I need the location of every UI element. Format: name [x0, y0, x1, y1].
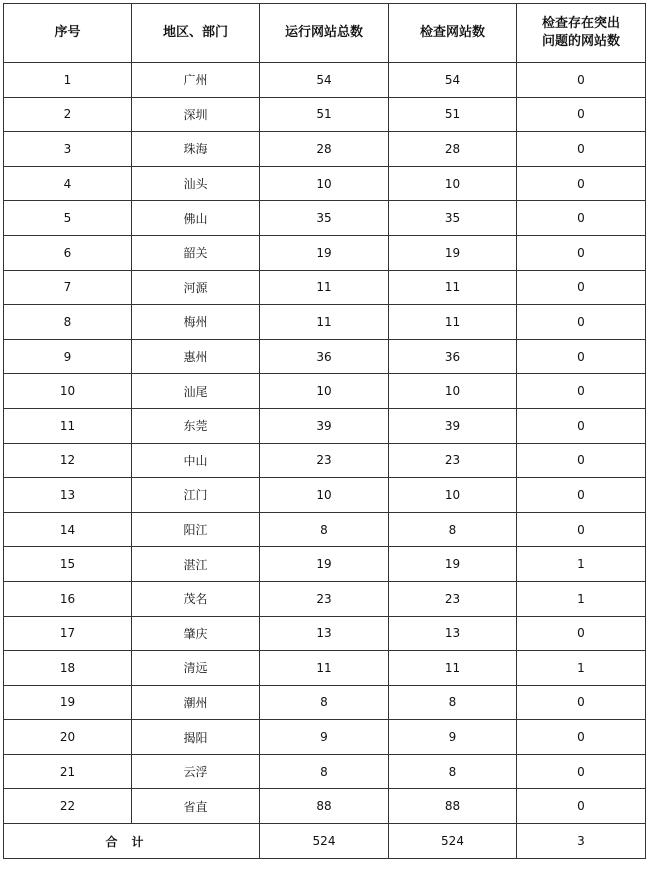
cell-checked: 35 [389, 201, 517, 236]
cell-running: 36 [260, 339, 389, 374]
document-page [3, 3, 646, 859]
table-row [4, 339, 646, 374]
cell-checked: 8 [389, 512, 517, 547]
cell-index: 4 [4, 166, 132, 201]
cell-issues: 1 [517, 547, 646, 582]
table-row [4, 512, 646, 547]
table-row [4, 581, 646, 616]
table-row [4, 235, 646, 270]
cell-running: 13 [260, 616, 389, 651]
cell-issues: 0 [517, 235, 646, 270]
cell-region: 韶关 [132, 235, 260, 270]
cell-running: 28 [260, 132, 389, 167]
table-row [4, 547, 646, 582]
header-row [4, 4, 646, 63]
cell-checked: 11 [389, 305, 517, 340]
cell-region: 阳江 [132, 512, 260, 547]
cell-running: 54 [260, 63, 389, 98]
total-label: 合计 [4, 824, 260, 859]
cell-checked: 23 [389, 443, 517, 478]
cell-checked: 11 [389, 651, 517, 686]
cell-checked: 8 [389, 754, 517, 789]
cell-running: 8 [260, 754, 389, 789]
cell-index: 10 [4, 374, 132, 409]
total-checked: 524 [389, 824, 517, 859]
cell-index: 9 [4, 339, 132, 374]
cell-index: 7 [4, 270, 132, 305]
cell-checked: 8 [389, 685, 517, 720]
cell-checked: 23 [389, 581, 517, 616]
cell-index: 13 [4, 478, 132, 513]
cell-issues: 0 [517, 443, 646, 478]
cell-index: 8 [4, 305, 132, 340]
cell-region: 广州 [132, 63, 260, 98]
cell-checked: 19 [389, 235, 517, 270]
header-region: 地区、部门 [132, 4, 260, 63]
cell-checked: 28 [389, 132, 517, 167]
cell-index: 5 [4, 201, 132, 236]
table-row [4, 685, 646, 720]
cell-checked: 10 [389, 478, 517, 513]
cell-running: 10 [260, 478, 389, 513]
cell-running: 23 [260, 581, 389, 616]
cell-checked: 54 [389, 63, 517, 98]
cell-region: 茂名 [132, 581, 260, 616]
cell-index: 19 [4, 685, 132, 720]
table-row [4, 166, 646, 201]
total-issues: 3 [517, 824, 646, 859]
cell-issues: 0 [517, 339, 646, 374]
cell-checked: 13 [389, 616, 517, 651]
table-row [4, 132, 646, 167]
table-row [4, 374, 646, 409]
table-row [4, 789, 646, 824]
cell-region: 肇庆 [132, 616, 260, 651]
table-row [4, 616, 646, 651]
cell-region: 惠州 [132, 339, 260, 374]
cell-running: 10 [260, 166, 389, 201]
cell-index: 16 [4, 581, 132, 616]
cell-issues: 0 [517, 63, 646, 98]
cell-region: 东莞 [132, 408, 260, 443]
cell-index: 6 [4, 235, 132, 270]
cell-region: 汕尾 [132, 374, 260, 409]
cell-index: 18 [4, 651, 132, 686]
cell-issues: 0 [517, 270, 646, 305]
cell-index: 3 [4, 132, 132, 167]
table-row [4, 201, 646, 236]
cell-index: 12 [4, 443, 132, 478]
cell-region: 佛山 [132, 201, 260, 236]
table-row [4, 443, 646, 478]
website-stats-table [3, 3, 646, 859]
cell-issues: 1 [517, 581, 646, 616]
table-row [4, 63, 646, 98]
cell-region: 清远 [132, 651, 260, 686]
cell-issues: 0 [517, 685, 646, 720]
table-row [4, 408, 646, 443]
cell-index: 22 [4, 789, 132, 824]
cell-issues: 0 [517, 512, 646, 547]
cell-running: 10 [260, 374, 389, 409]
cell-running: 88 [260, 789, 389, 824]
cell-issues: 0 [517, 720, 646, 755]
cell-issues: 0 [517, 478, 646, 513]
cell-region: 河源 [132, 270, 260, 305]
cell-checked: 19 [389, 547, 517, 582]
cell-issues: 0 [517, 201, 646, 236]
cell-checked: 88 [389, 789, 517, 824]
cell-running: 35 [260, 201, 389, 236]
cell-checked: 36 [389, 339, 517, 374]
cell-running: 39 [260, 408, 389, 443]
cell-running: 8 [260, 512, 389, 547]
cell-region: 深圳 [132, 97, 260, 132]
total-row [4, 824, 646, 859]
cell-region: 梅州 [132, 305, 260, 340]
table-row [4, 651, 646, 686]
cell-issues: 0 [517, 754, 646, 789]
table-row [4, 754, 646, 789]
cell-index: 20 [4, 720, 132, 755]
cell-running: 51 [260, 97, 389, 132]
cell-index: 2 [4, 97, 132, 132]
cell-running: 8 [260, 685, 389, 720]
cell-region: 珠海 [132, 132, 260, 167]
cell-issues: 0 [517, 616, 646, 651]
table-row [4, 720, 646, 755]
cell-region: 揭阳 [132, 720, 260, 755]
table-body [4, 63, 646, 824]
header-issue-count: 检查存在突出 问题的网站数 [517, 4, 646, 63]
cell-checked: 39 [389, 408, 517, 443]
cell-index: 1 [4, 63, 132, 98]
cell-running: 19 [260, 547, 389, 582]
cell-region: 中山 [132, 443, 260, 478]
cell-index: 17 [4, 616, 132, 651]
cell-checked: 10 [389, 374, 517, 409]
cell-running: 9 [260, 720, 389, 755]
header-index: 序号 [4, 4, 132, 63]
cell-issues: 0 [517, 374, 646, 409]
cell-running: 11 [260, 270, 389, 305]
cell-region: 云浮 [132, 754, 260, 789]
cell-issues: 0 [517, 97, 646, 132]
cell-index: 14 [4, 512, 132, 547]
cell-region: 潮州 [132, 685, 260, 720]
cell-checked: 10 [389, 166, 517, 201]
header-running-total: 运行网站总数 [260, 4, 389, 63]
cell-issues: 0 [517, 305, 646, 340]
table-row [4, 305, 646, 340]
cell-checked: 11 [389, 270, 517, 305]
cell-issues: 1 [517, 651, 646, 686]
cell-region: 汕头 [132, 166, 260, 201]
cell-running: 19 [260, 235, 389, 270]
table-row [4, 478, 646, 513]
cell-issues: 0 [517, 132, 646, 167]
table-row [4, 270, 646, 305]
cell-region: 湛江 [132, 547, 260, 582]
cell-index: 11 [4, 408, 132, 443]
cell-issues: 0 [517, 166, 646, 201]
cell-index: 15 [4, 547, 132, 582]
cell-checked: 9 [389, 720, 517, 755]
cell-running: 11 [260, 651, 389, 686]
cell-index: 21 [4, 754, 132, 789]
cell-running: 23 [260, 443, 389, 478]
cell-issues: 0 [517, 408, 646, 443]
cell-running: 11 [260, 305, 389, 340]
cell-checked: 51 [389, 97, 517, 132]
cell-region: 江门 [132, 478, 260, 513]
cell-issues: 0 [517, 789, 646, 824]
header-checked-count: 检查网站数 [389, 4, 517, 63]
table-row [4, 97, 646, 132]
total-running: 524 [260, 824, 389, 859]
cell-region: 省直 [132, 789, 260, 824]
